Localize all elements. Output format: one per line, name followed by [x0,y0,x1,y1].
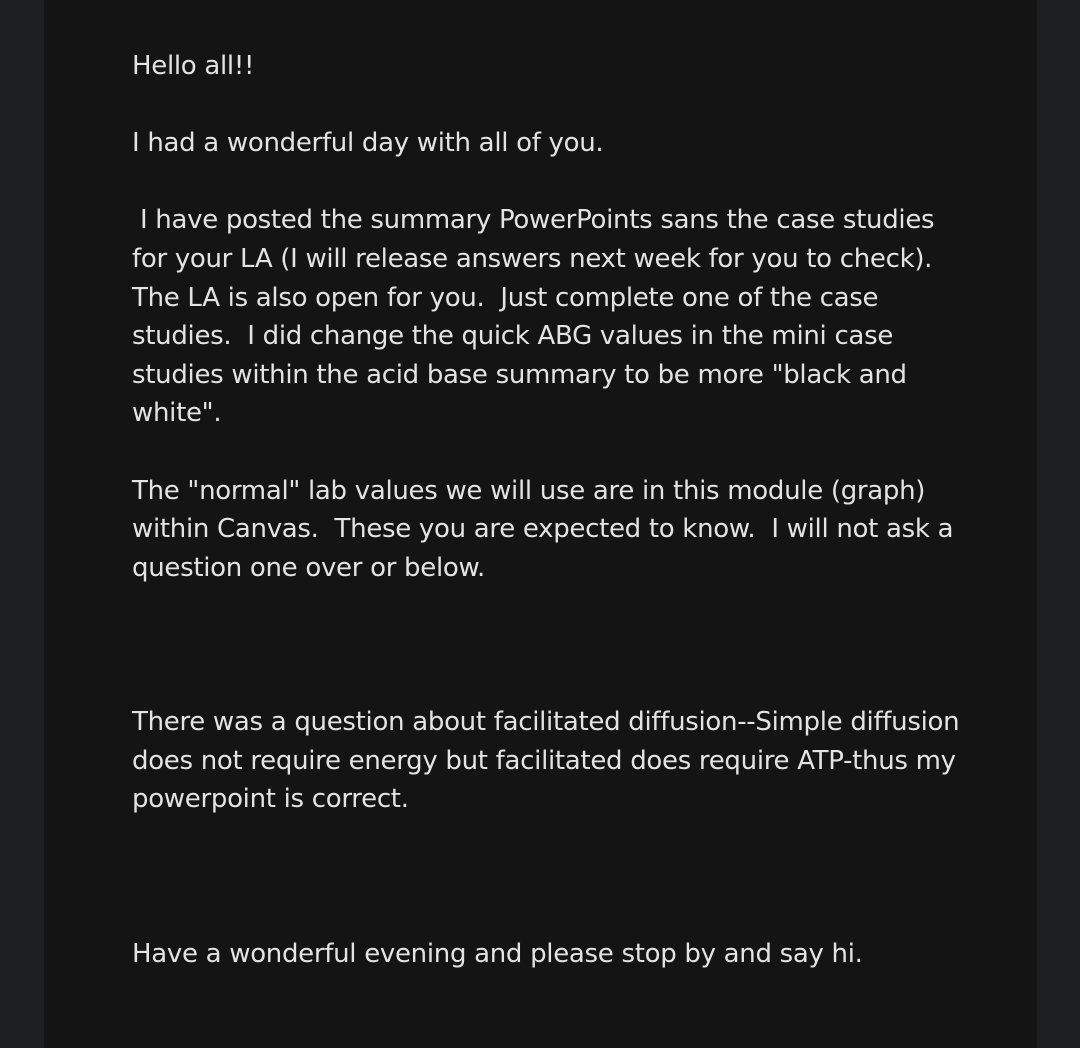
powerpoints-paragraph: I have posted the summary PowerPoints sans the case studies for your LA (I will release answers next week for you to check). The LA is also open for you. Just complete one of the case studies. I did change the quick ABG values in the mini case studies within the acid base summary to be more "black and white". [132,205,949,429]
diffusion-paragraph: There was a question about facilitated diffusion--Simple diffusion does not require energy but facilitated does require ATP-thus my powerpoint is correct. [132,707,968,815]
lab-values-paragraph: The "normal" lab values we will use are in this module (graph) within Canvas. These you are expected to know. I will not ask a question one over or below. [132,475,962,583]
closing-text: Have a wonderful evening and please stop by and say hi. [132,938,863,969]
blank-lines [132,819,972,935]
blank-lines [132,587,972,703]
blank-line [132,433,972,472]
blank-line [132,163,972,202]
blank-line [132,86,972,125]
message-card [44,0,1037,1048]
wonderful-day-text: I had a wonderful day with all of you. [132,128,604,159]
greeting-text: Hello all!! [132,51,255,81]
message-body [132,47,972,973]
